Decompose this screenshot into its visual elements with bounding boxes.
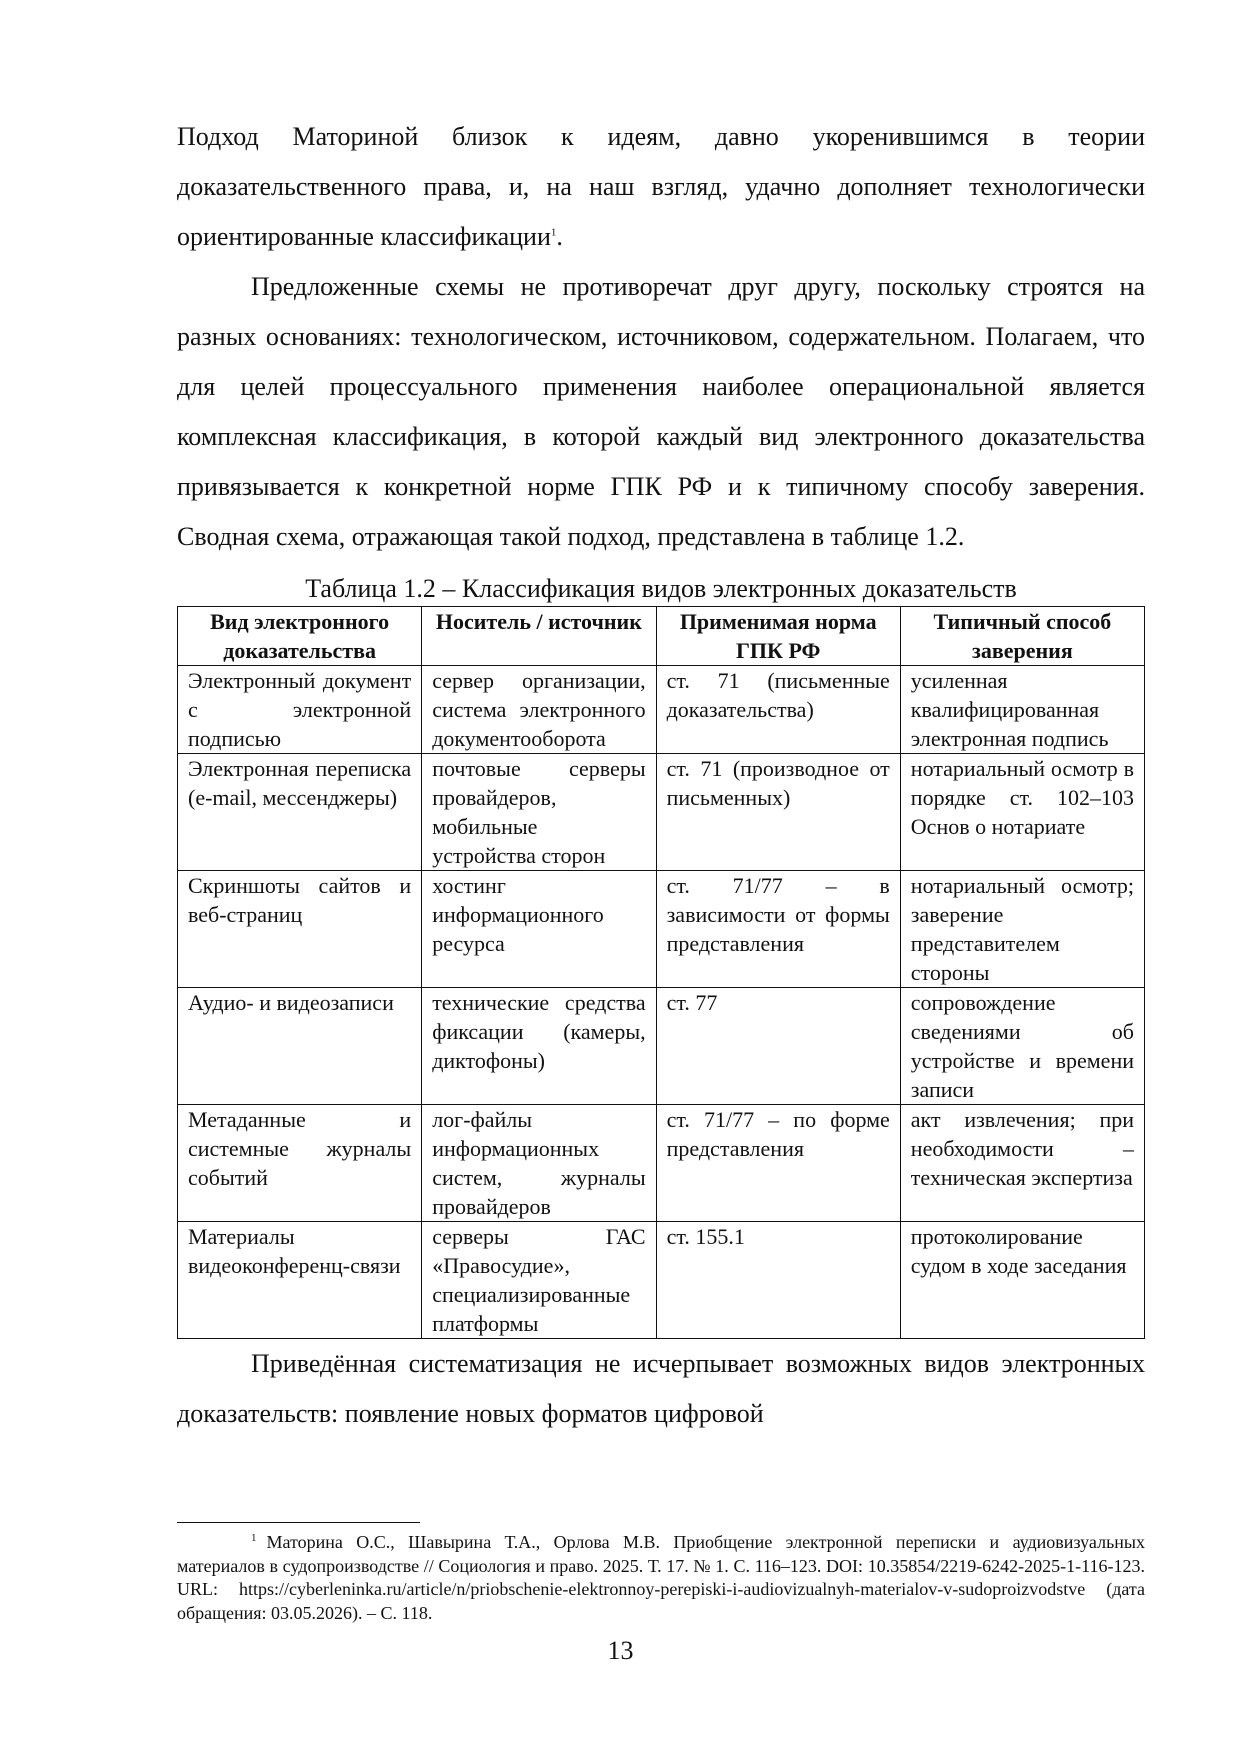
page-body: [177, 112, 1145, 1439]
cell-certification-method: нотариальный осмотр в порядке ст. 102–103 Основ о нотариате: [900, 754, 1144, 871]
footnote-text: Маторина О.С., Шавырина Т.А., Орлова М.В. Приобщение электронной переписки и аудиовизуальных материалов в судопроизводстве // Социология и право. 2025. Т. 17. № 1. С. 116–123. DOI: 10.35854/2219-6242-2025-1-116-123. URL: https://cyberleninka.ru/article/n/priobschenie-elektronnoy-perepiski-i-audiovizualnyh-materialov-v-sudoproizvodstve (дата обращения: 03.05.2026). – С. 118.: [177, 1532, 1145, 1623]
header-evidence-type: Вид электронного доказательства: [178, 607, 422, 666]
cell-applicable-norm: ст. 71 (письменные доказательства): [656, 666, 900, 754]
paragraph-1-end: .: [556, 222, 563, 251]
cell-evidence-type: Метаданные и системные журналы событий: [178, 1105, 422, 1222]
footnote-reference[interactable]: 1: [550, 226, 557, 239]
footnote: [177, 1531, 1145, 1625]
cell-certification-method: сопровождение сведениями об устройстве и времени записи: [900, 988, 1144, 1105]
table-row: [178, 754, 1145, 871]
cell-evidence-type: Скриншоты сайтов и веб-страниц: [178, 871, 422, 988]
table-header-row: [178, 607, 1145, 666]
cell-certification-method: усиленная квалифицированная электронная подпись: [900, 666, 1144, 754]
cell-carrier-source: серверы ГАС «Правосудие», специализированные платформы: [422, 1222, 656, 1339]
page-number: 13: [607, 1636, 634, 1665]
cell-carrier-source: технические средства фиксации (камеры, диктофоны): [422, 988, 656, 1105]
footnote-mark: 1: [251, 1532, 257, 1544]
cell-applicable-norm: ст. 71/77 – по форме представления: [656, 1105, 900, 1222]
cell-carrier-source: хостинг информационного ресурса: [422, 871, 656, 988]
cell-carrier-source: сервер организации, система электронного документооборота: [422, 666, 656, 754]
cell-certification-method: нотариальный осмотр; заверение представителем стороны: [900, 871, 1144, 988]
footnote-separator: [177, 1522, 420, 1523]
cell-evidence-type: Электронный документ с электронной подписью: [178, 666, 422, 754]
paragraph-3: Приведённая систематизация не исчерпывает возможных видов электронных доказательств: появление новых форматов цифровой: [177, 1349, 1145, 1428]
table-row: [178, 988, 1145, 1105]
cell-applicable-norm: ст. 155.1: [656, 1222, 900, 1339]
cell-applicable-norm: ст. 77: [656, 988, 900, 1105]
paragraph-1-text: Подход Маториной близок к идеям, давно укоренившимся в теории доказательственного права, и, на наш взгляд, удачно дополняет технологически ориентированные классификации: [177, 122, 1145, 251]
paragraph-2: Предложенные схемы не противоречат друг другу, поскольку строятся на разных основаниях: технологическом, источниковом, содержательном. Полагаем, что для целей процессуального применения наиболее операциональной является комплексная классификация, в которой каждый вид электронного доказательства привязывается к конкретной норме ГПК РФ и к типичному способу заверения. Сводная схема, отражающая такой подход, представлена в таблице 1.2.: [177, 272, 1145, 551]
cell-applicable-norm: ст. 71 (производное от письменных): [656, 754, 900, 871]
cell-evidence-type: Материалы видеоконференц-связи: [178, 1222, 422, 1339]
classification-table: [177, 606, 1145, 1339]
cell-certification-method: протоколирование судом в ходе заседания: [900, 1222, 1144, 1339]
header-certification-method: Типичный способ заверения: [900, 607, 1144, 666]
header-carrier-source: Носитель / источник: [422, 607, 656, 666]
cell-applicable-norm: ст. 71/77 – в зависимости от формы представления: [656, 871, 900, 988]
table-row: [178, 1222, 1145, 1339]
cell-carrier-source: лог-файлы информационных систем, журналы провайдеров: [422, 1105, 656, 1222]
header-applicable-norm: Применимая норма ГПК РФ: [656, 607, 900, 666]
table-row: [178, 871, 1145, 988]
paragraph-1: [177, 112, 1145, 262]
table-row: [178, 1105, 1145, 1222]
cell-carrier-source: почтовые серверы провайдеров, мобильные устройства сторон: [422, 754, 656, 871]
cell-evidence-type: Электронная переписка (e-mail, мессенджеры): [178, 754, 422, 871]
table-row: [178, 666, 1145, 754]
cell-certification-method: акт извлечения; при необходимости – техническая экспертиза: [900, 1105, 1144, 1222]
table-caption: Таблица 1.2 – Классификация видов электронных доказательств: [305, 574, 1017, 603]
cell-evidence-type: Аудио- и видеозаписи: [178, 988, 422, 1105]
